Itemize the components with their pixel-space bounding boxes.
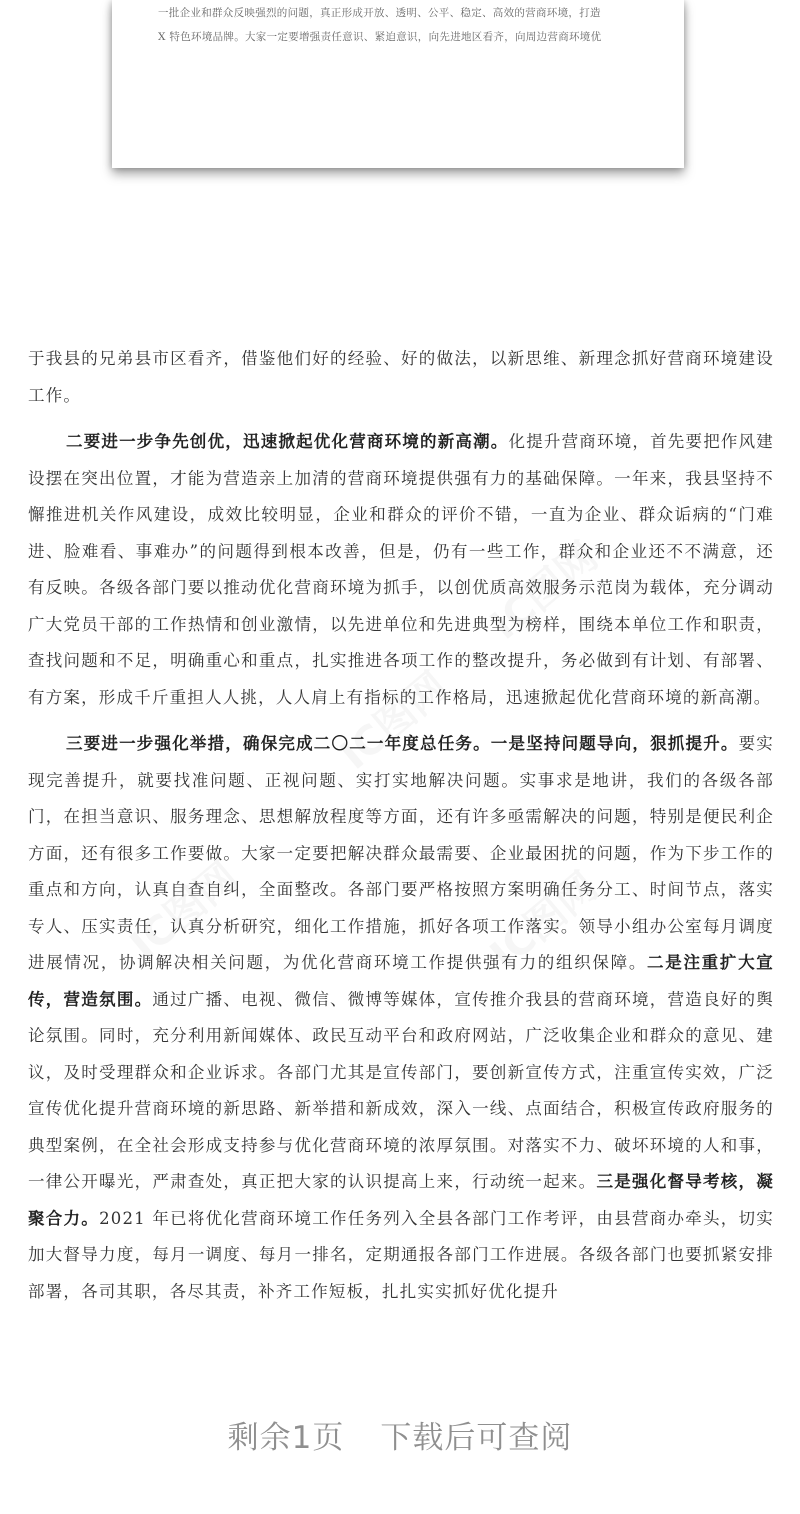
download-to-view-label: 下载后可查阅 — [380, 1420, 573, 1456]
remaining-pages-notice[interactable] — [0, 1412, 800, 1457]
paragraph-heading: 三要进一步强化举措，确保完成二〇二一年度总任务。一是坚持问题导向，狠抓提升。 — [66, 734, 739, 753]
paragraph-2 — [28, 424, 774, 716]
paragraph-text: 要实现完善提升，就要找准问题、正视问题、实打实地解决问题。实事求是地讲，我们的各级各部门，在担当意识、服务理念、思想解放程度等方面，还有许多亟需解决的问题，特别是便民利企方面，还有很多工作要做。大家一定要把解决群众最需要、企业最困扰的问题，作为下步工作的重点和方向，认真自查自纠，全面整改。各部门要严格按照方案明确任务分工、时间节点，落实专人、压实责任，认真分析研究，细化工作措施，抓好各项工作落实。领导小组办公室每月调度进展情况，协调解决相关问题，为优化营商环境工作提供强有力的组织保障。 — [28, 734, 775, 972]
paragraph-text: 化提升营商环境，首先要把作风建设摆在突出位置，才能为营造亲上加清的营商环境提供强有力的基础保障。一年来，我县坚持不懈推进机关作风建设，成效比较明显，企业和群众的评价不错，一直为企业、群众诟病的“门难进、脸难看、事难办”的问题得到根本改善，但是，仍有一些工作，群众和企业还不不满意，还有反映。各级各部门要以推动优化营商环境为抓手，以创优质高效服务示范岗为载体，充分调动广大党员干部的工作热情和创业激情，以先进单位和先进典型为榜样，围绕本单位工作和职责，查找问题和不足，明确重心和重点，扎实推进各项工作的整改提升，务必做到有计划、有部署、有方案，形成千斤重担人人挑，人人肩上有指标的工作格局，迅速掀起优化营商环境的新高潮。 — [28, 432, 774, 707]
paragraph-3 — [28, 726, 774, 1310]
watermark: IC图网 — [122, 853, 247, 969]
watermark: IC图网 — [332, 663, 457, 779]
subheading: 三是强化督导考核，凝聚合力。 — [28, 1172, 775, 1228]
paragraph-heading: 二要进一步争先创优，迅速掀起优化营商环境的新高潮。 — [66, 432, 509, 451]
remaining-pages-label: 剩余1页 — [227, 1420, 345, 1456]
paragraph-text: 于我县的兄弟县市区看齐，借鉴他们好的经验、好的做法，以新思维、新理念抓好营商环境建设工作。 — [28, 349, 774, 405]
preview-text-line: X 特色环境品牌。大家一定要增强责任意识、紧迫意识，向先进地区看齐，向周边营商环境优 — [158, 31, 602, 43]
paragraph-text: 通过广播、电视、微信、微博等媒体，宣传推介我县的营商环境，营造良好的舆论氛围。同时，充分利用新闻媒体、政民互动平台和政府网站，广泛收集企业和群众的意见、建议，及时受理群众和企业诉求。各部门尤其是宣传部门，要创新宣传方式，注重宣传实效，广泛宣传优化提升营商环境的新思路、新举措和新成效，深入一线、点面结合，积极宣传政府服务的典型案例，在全社会形成支持参与优化营商环境的浓厚氛围。对落实不力、破坏环境的人和事，一律公开曝光，严肃查处，真正把大家的认识提高上来，行动统一起来。 — [28, 989, 774, 1191]
preview-text-line: 一批企业和群众反映强烈的问题，真正形成开放、透明、公平、稳定、高效的营商环境，打造 — [158, 7, 601, 19]
paragraph-text: 2021 年已将优化营商环境工作任务列入全县各部门工作考评，由县营商办牵头，切实加大督导力度，每月一调度、每月一排名，定期通报各部门工作进展。各级各部门也要抓紧安排部署，各司其职，各尽其责，补齐工作短板，扎扎实实抓好优化提升 — [28, 1208, 774, 1301]
document-body — [28, 341, 774, 1320]
watermark: IC图网 — [482, 533, 607, 649]
watermark: IC图网 — [482, 863, 607, 979]
paragraph-1 — [28, 341, 774, 414]
preview-page-card — [112, 0, 684, 168]
subheading: 二是注重扩大宣传，营造氛围。 — [28, 953, 774, 1009]
